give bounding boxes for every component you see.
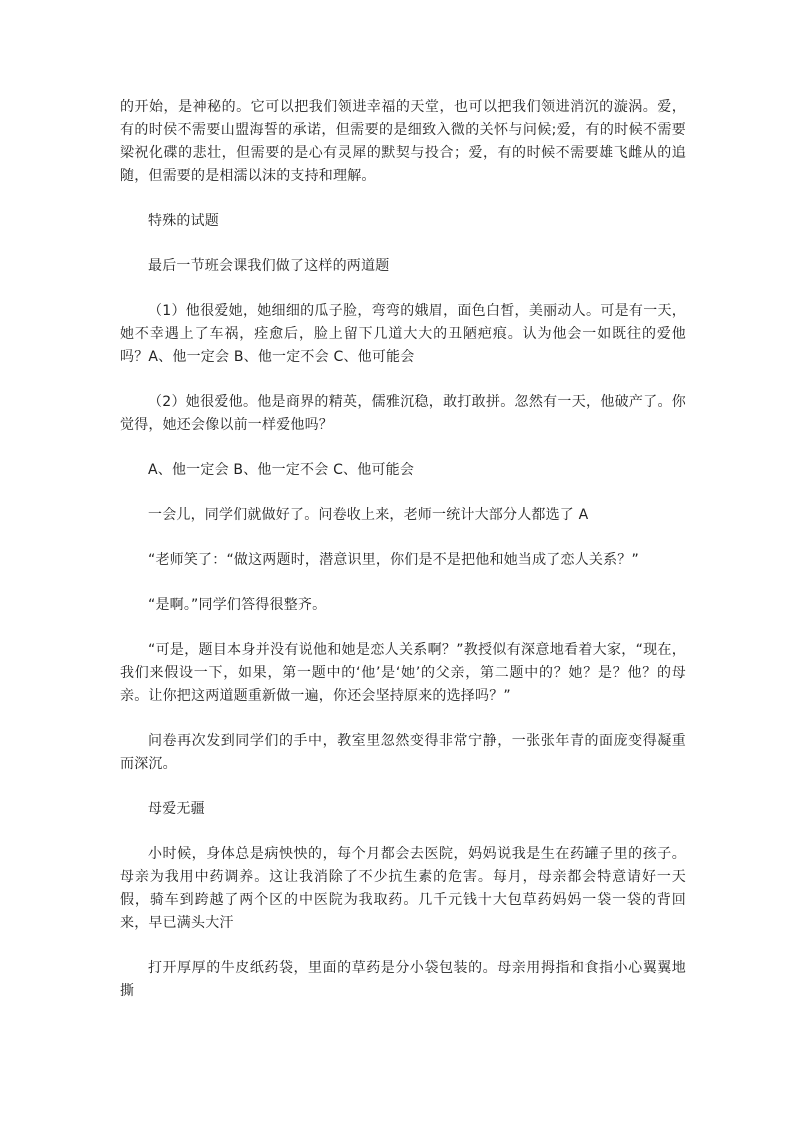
paragraph-childhood: 小时候，身体总是病怏怏的，每个月都会去医院，妈妈说我是生在药罐子里的孩子。母亲为我用中药调养。这让我消除了不少抗生素的危害。每月，母亲都会特意请好一天假，骑车到跨越了两个区的中医院为我取药。几千元钱十大包草药妈妈一袋一袋的背回来，早已满头大汗 <box>120 846 686 931</box>
paragraph-classroom-silence: 问卷再次发到同学们的手中，教室里忽然变得非常宁静，一张张年青的面庞变得凝重而深沉。 <box>120 733 686 772</box>
paragraph-question-1: （1）他很爱她，她细细的瓜子脸，弯弯的娥眉，面色白皙，美丽动人。可是有一天，她不幸遇上了车祸，痊愈后，脸上留下几道大大的丑陋疤痕。认为他会一如既往的爱他吗？A、他一定会 B、他一定不会 C、他可能会 <box>120 303 686 365</box>
paragraph-results: 一会儿，同学们就做好了。问卷收上来，老师一统计大部分人都选了 A <box>148 507 589 523</box>
document-body <box>120 96 686 1025</box>
section-title-special-test: 特殊的试题 <box>148 213 219 229</box>
paragraph-love-intro: 的开始，是神秘的。它可以把我们领进幸福的天堂，也可以把我们领进消沉的漩涡。爱，有的时侯不需要山盟海誓的承诺，但需要的是细致入微的关怀与问候;爱，有的时候不需要梁祝化碟的悲壮，但需要的是心有灵犀的默契与投合；爱，有的时候不需要雄飞雌从的追随，但需要的是相濡以沫的支持和理解。 <box>120 99 686 184</box>
paragraph-question-2-options: A、他一定会 B、他一定不会 C、他可能会 <box>148 462 415 478</box>
paragraph-medicine-bag: 打开厚厚的牛皮纸药袋，里面的草药是分小袋包装的。母亲用拇指和食指小心翼翼地撕 <box>120 960 686 999</box>
section-title-mother-love: 母爱无疆 <box>148 801 205 817</box>
paragraph-students-answer: “是啊。”同学们答得很整齐。 <box>148 597 327 613</box>
paragraph-class-meeting: 最后一节班会课我们做了这样的两道题 <box>148 258 390 274</box>
paragraph-teacher-question: “可是，题目本身并没有说他和她是恋人关系啊？”教授似有深意地看着大家，“现在，我们来假设一下，如果，第一题中的‘他’是‘她’的父亲，第二题中的？她？是？他？的母亲。让你把这两道题重新做一遍，你还会坚持原来的选择吗？” <box>120 642 686 704</box>
paragraph-question-2: （2）她很爱他。他是商界的精英，儒雅沉稳，敢打敢拼。忽然有一天，他破产了。你觉得，她还会像以前一样爱他吗？ <box>120 394 686 433</box>
paragraph-teacher-smile: “老师笑了：“做这两题时，潜意识里，你们是不是把他和她当成了恋人关系？” <box>148 552 639 568</box>
